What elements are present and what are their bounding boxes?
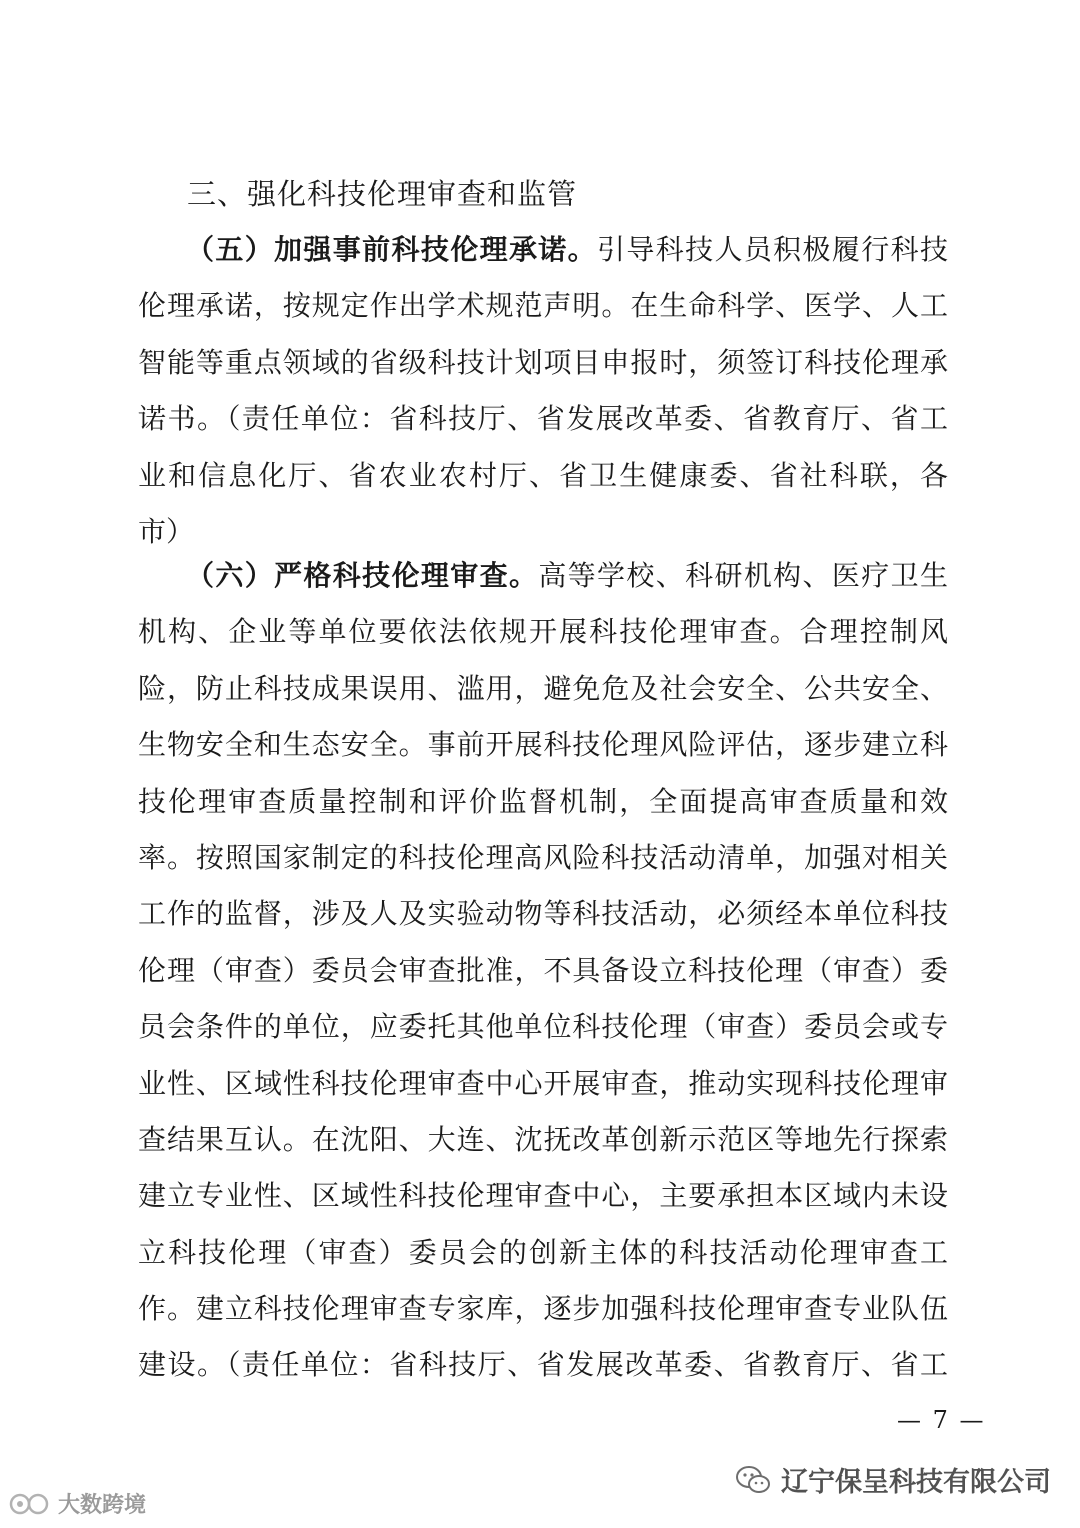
paragraph-6-line: 率。按照国家制定的科技伦理高风险科技活动清单，加强对相关 [138, 840, 948, 874]
paragraph-6-line-1-text: 高等学校、科研机构、医疗卫生 [538, 559, 948, 592]
paragraph-5-line-1 [138, 222, 948, 278]
paragraph-6-line: 工作的监督，涉及人及实验动物等科技活动，必须经本单位科技 [138, 897, 948, 931]
paragraph-6-line: 作。建立科技伦理审查专家库，逐步加强科技伦理审查专业队伍 [138, 1292, 948, 1326]
paragraph-6 [138, 548, 948, 1394]
wechat-icon [735, 1465, 771, 1495]
paragraph-6-line: 机构、企业等单位要依法依规开展科技伦理审查。合理控制风 [138, 615, 948, 649]
paragraph-6-line: 建立专业性、区域性科技伦理审查中心，主要承担本区域内未设 [138, 1179, 948, 1213]
site-watermark-text: 大数跨境 [58, 1493, 147, 1518]
page-number: — 7 — [897, 1406, 986, 1434]
paragraph-6-heading: （六）严格科技伦理审查。 [186, 559, 539, 592]
paragraph-6-line: 立科技伦理（审查）委员会的创新主体的科技活动伦理审查工 [138, 1235, 948, 1269]
paragraph-6-line: 伦理（审查）委员会审查批准，不具备设立科技伦理（审查）委 [138, 953, 948, 987]
paragraph-6-line: 生物安全和生态安全。事前开展科技伦理风险评估，逐步建立科 [138, 728, 948, 762]
paragraph-5-heading: （五）加强事前科技伦理承诺。 [186, 233, 598, 266]
paragraph-5 [138, 222, 948, 560]
paragraph-6-line: 业性、区域性科技伦理审查中心开展审查，推动实现科技伦理审 [138, 1066, 948, 1100]
paragraph-6-line: 查结果互认。在沈阳、大连、沈抚改革创新示范区等地先行探索 [138, 1122, 948, 1156]
paragraph-5-line: 业和信息化厅、省农业农村厅、省卫生健康委、省社科联，各 [138, 458, 948, 492]
company-watermark-text: 辽宁保呈科技有限公司 [781, 1467, 1051, 1498]
site-logo-icon [8, 1491, 52, 1517]
paragraph-6-line: 技伦理审查质量控制和评价监督机制，全面提高审查质量和效 [138, 784, 948, 818]
site-watermark [8, 1488, 146, 1519]
paragraph-5-line: 伦理承诺，按规定作出学术规范声明。在生命科学、医学、人工 [138, 289, 948, 323]
paragraph-5-line: 诺书。（责任单位：省科技厅、省发展改革委、省教育厅、省工 [138, 402, 948, 436]
paragraph-6-line-1 [138, 548, 948, 604]
paragraph-6-line: 员会条件的单位，应委托其他单位科技伦理（审查）委员会或专 [138, 1010, 948, 1044]
section-title: 三、强化科技伦理审查和监管 [187, 177, 578, 211]
paragraph-6-line: 建设。（责任单位：省科技厅、省发展改革委、省教育厅、省工 [138, 1348, 948, 1382]
paragraph-6-line: 险，防止科技成果误用、滥用，避免危及社会安全、公共安全、 [138, 671, 948, 705]
paragraph-5-line-1-text: 引导科技人员积极履行科技 [597, 233, 948, 266]
paragraph-5-line: 智能等重点领域的省级科技计划项目申报时，须签订科技伦理承 [138, 345, 948, 379]
company-watermark [735, 1460, 1051, 1499]
paragraph-5-line: 市） [138, 514, 195, 548]
